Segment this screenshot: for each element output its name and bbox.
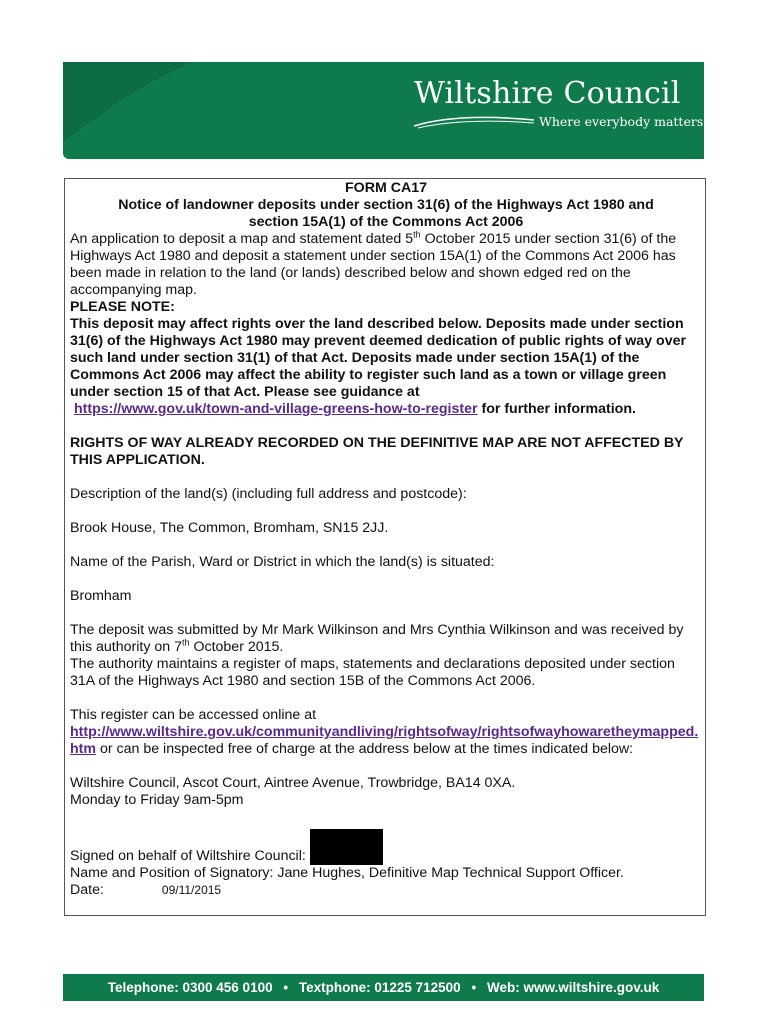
form-title-line1: Notice of landowner deposits under section 31(6) of the Highways Act 1980 and [118, 197, 654, 213]
parish-value: Bromham [70, 588, 132, 604]
signatory: Name and Position of Signatory: Jane Hughes, Definitive Map Technical Support Officer. [70, 865, 624, 881]
footer-separator-2: • [471, 980, 477, 995]
online-label: This register can be accessed online at [70, 707, 317, 723]
council-tagline: Where everybody matters [539, 114, 704, 129]
intro-sup: th [413, 229, 421, 240]
form-content [70, 180, 702, 899]
date-label: Date: [70, 882, 104, 898]
intro-text-b: October 2015 under section 31(6) of the Highways Act 1980 and deposit a statement under section 15A(1) of the Commons Act 2006 has been made in relation to the land (or lands) described below and shown edged red on the accompanying map. [70, 231, 677, 298]
register-link[interactable]: http://www.wiltshire.gov.uk/communityandliving/rightsofway/rightsofwayhowaretheymapped.htm [70, 724, 699, 757]
submitted-paragraph [70, 622, 702, 656]
note-text: This deposit may affect rights over the land described below. Deposits made under section 31(6) of the Highways Act 1980 may prevent deemed dedication of public rights of way over such land under section 31(1) of that Act. Deposits made under section 15A(1) of the Commons Act 2006 may affect the ability to register such land as a town or village green under section 15 of that Act. Please see guidance at [70, 316, 686, 400]
opening-hours: Monday to Friday 9am-5pm [70, 792, 244, 808]
land-desc-label: Description of the land(s) (including full address and postcode): [70, 486, 467, 502]
logo-swoosh-icon [412, 114, 537, 130]
form-code: FORM CA17 [345, 180, 427, 196]
register-link-paragraph [70, 724, 702, 758]
register-paragraph: The authority maintains a register of maps, statements and declarations deposited under section 31A of the Highways Act 1980 and section 15B of the Commons Act 2006. [70, 656, 675, 689]
signed-label: Signed on behalf of Wiltshire Council: [70, 848, 306, 864]
footer-textphone: Textphone: 01225 712500 [298, 980, 461, 995]
please-note-heading: PLEASE NOTE: [70, 299, 175, 315]
redacted-signature [310, 829, 383, 865]
note-paragraph [70, 316, 702, 418]
address: Wiltshire Council, Ascot Court, Aintree Avenue, Trowbridge, BA14 0XA. [70, 775, 516, 791]
footer-web: Web: www.wiltshire.gov.uk [486, 980, 660, 995]
footer-telephone: Telephone: 0300 456 0100 [107, 980, 273, 995]
submitted-text-b: October 2015. [189, 639, 284, 655]
date-value: 09/11/2015 [161, 883, 222, 897]
rights-notice: RIGHTS OF WAY ALREADY RECORDED ON THE DEFINITIVE MAP ARE NOT AFFECTED BY THIS APPLICATION. [70, 435, 684, 468]
contact-footer [63, 974, 704, 1001]
form-title-line2: section 15A(1) of the Commons Act 2006 [248, 214, 524, 230]
intro-text-a: An application to deposit a map and statement dated 5 [70, 231, 414, 247]
submitted-text-a: The deposit was submitted by Mr Mark Wilkinson and Mrs Cynthia Wilkinson and was received by this authority on 7 [70, 622, 684, 655]
footer-separator-1: • [283, 980, 289, 995]
signed-line [70, 829, 702, 865]
parish-label: Name of the Parish, Ward or District in which the land(s) is situated: [70, 554, 495, 570]
guidance-suffix: for further information. [477, 401, 636, 417]
submitted-sup: th [182, 637, 190, 648]
council-logo-text: Wiltshire Council [414, 76, 681, 111]
date-line [70, 882, 702, 899]
register-suffix: or can be inspected free of charge at the address below at the times indicated below: [96, 741, 634, 757]
guidance-link[interactable]: https://www.gov.uk/town-and-village-greens-how-to-register [73, 401, 478, 417]
intro-paragraph [70, 231, 702, 299]
land-desc-value: Brook House, The Common, Bromham, SN15 2JJ. [70, 520, 389, 536]
